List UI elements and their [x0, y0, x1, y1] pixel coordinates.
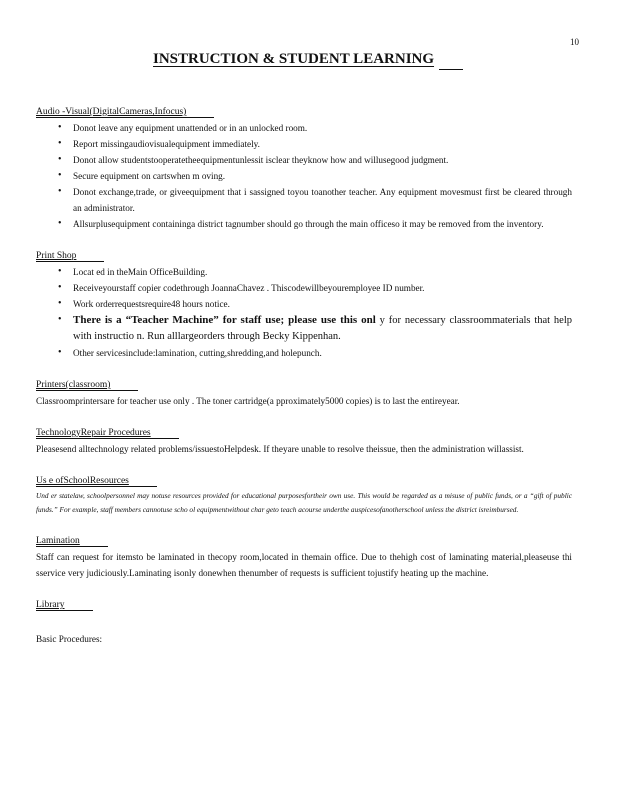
list-item: • Work orderrequestsrequire48 hours notice. — [36, 296, 572, 312]
section-print-shop — [36, 247, 572, 361]
list-item: • Report missingaudiovisualequipment immediately. — [36, 136, 572, 152]
library-subheading: Basic Procedures: — [36, 634, 103, 644]
section-technology-repair — [36, 424, 572, 457]
section-heading: Us e ofSchoolResources — [36, 473, 157, 489]
teacher-machine-lead: There is a “Teacher Machine” for staff use; please use this onl — [73, 314, 376, 326]
list-item: • Allsurplusequipment containinga district tagnumber should go through the main officeso it may be removed from the inventory. — [36, 216, 572, 232]
document-body — [36, 103, 572, 662]
section-lamination — [36, 532, 572, 581]
section-text: Pleasesend alltechnology related problems/issuestoHelpdesk. If theyare unable to resolve theissue, then the administration willassist. — [36, 444, 524, 454]
list-item: • Locat ed in theMain OfficeBuilding. — [36, 264, 572, 280]
list-item: • Donot leave any equipment unattended or in an unlocked room. — [36, 120, 572, 136]
section-library — [36, 596, 572, 647]
section-text: Und er statelaw, schoolpersonnel may notuse resources provided for educational purposesfortheir own use. This would be regarded as a misuse of public funds, or a “gift of public funds.” For example, staff members cannotuse scho ol equipmentwithout char geto teach acourse underthe auspicesofanotherschool unless the district isreimbursed. — [36, 491, 572, 514]
list-item: • Secure equipment on cartswhen m oving. — [36, 168, 572, 184]
section-text: Classroomprintersare for teacher use only . The toner cartridge(a pproximately5000 copies) is to last the entireyear. — [36, 396, 460, 406]
page-title: INSTRUCTION & STUDENT LEARNING — [153, 51, 463, 68]
section-printers — [36, 376, 572, 409]
teacher-machine-rest: y for necessary classroommaterials that help with instructio n. Run alllargeorders through Becky Kippenhan. — [73, 315, 572, 342]
list-item-teacher-machine — [36, 312, 572, 345]
bullet-list — [36, 120, 572, 232]
section-school-resources — [36, 472, 572, 517]
page-number: 10 — [570, 37, 579, 47]
section-heading: Print Shop — [36, 248, 104, 264]
section-heading: Lamination — [36, 533, 108, 549]
section-heading: Audio -Visual(DigitalCameras,Infocus) — [36, 104, 214, 120]
section-heading: Printers(classroom) — [36, 377, 138, 393]
bullet-list — [36, 264, 572, 361]
list-item: • Donot allow studentstooperatetheequipmentunlessit isclear theyknow how and willusegood judgment. — [36, 152, 572, 168]
section-audio-visual — [36, 103, 572, 232]
list-item: • Receiveyourstaff copier codethrough JoannaChavez . Thiscodewillbeyouremployee ID number. — [36, 280, 572, 296]
list-item: • Other servicesinclude:lamination, cutting,shredding,and holepunch. — [36, 345, 572, 361]
section-heading: Library — [36, 597, 93, 613]
list-item: • Donot exchange,trade, or giveequipment that i sassigned toyou toanother teacher. Any equipment movesmust first be cleared through an administrator. — [36, 184, 572, 216]
section-heading: TechnologyRepair Procedures — [36, 425, 179, 441]
section-text: Staff can request for itemsto be laminated in thecopy room,located in themain office. Due to thehigh cost of laminating material,pleaseuse thi sservice very judiciously.Laminating isonly donewhen thenumber of requests is sufficient tojustify heating up the machine. — [36, 552, 572, 578]
